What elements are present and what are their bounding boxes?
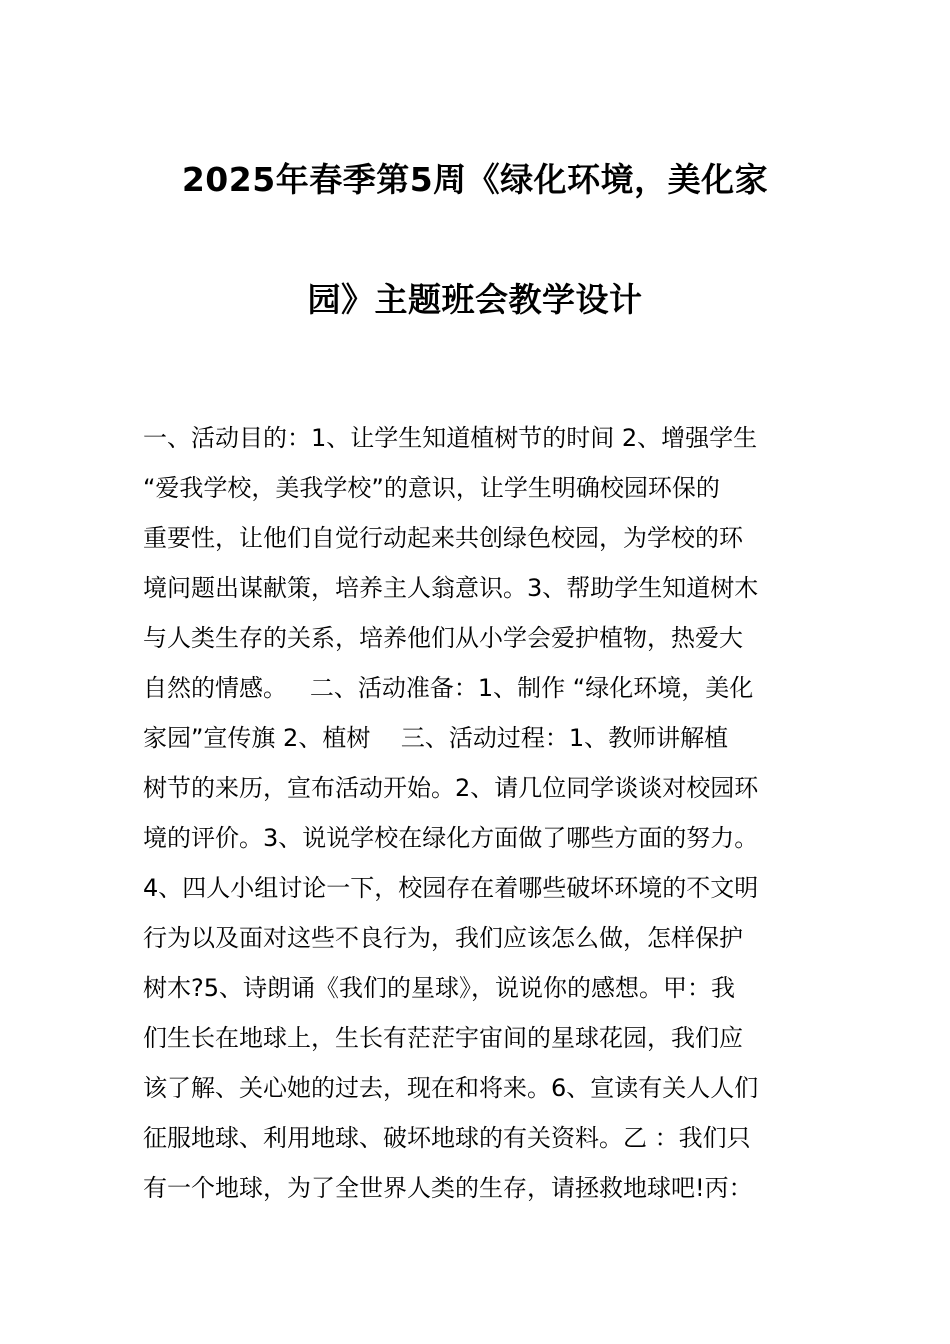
body-line: 有一个地球，为了全世界人类的生存，请拯救地球吧!丙： — [143, 1174, 753, 1202]
body-line: 境问题出谋献策，培养主人翁意识。3、帮助学生知道树木 — [143, 574, 759, 602]
body-line: 家园”宣传旗 2、植树 三、活动过程：1、教师讲解植 — [143, 724, 729, 752]
body-line: 与人类生存的关系，培养他们从小学会爱护植物，热爱大 — [143, 624, 743, 652]
body-line: 自然的情感。 二、活动准备：1、制作 “绿化环境，美化 — [143, 674, 754, 702]
body-line: 行为以及面对这些不良行为，我们应该怎么做，怎样保护 — [143, 924, 743, 952]
body-line: 一、活动目的：1、让学生知道植树节的时间 2、增强学生 — [143, 424, 758, 452]
body-line: “爱我学校，美我学校”的意识，让学生明确校园环保的 — [143, 474, 720, 502]
body-line: 树节的来历，宣布活动开始。2、请几位同学谈谈对校园环 — [143, 774, 759, 802]
document-body — [143, 418, 833, 1218]
body-line: 境的评价。3、说说学校在绿化方面做了哪些方面的努力。 — [143, 824, 759, 852]
document-title-line-2: 园》主题班会教学设计 — [307, 280, 643, 319]
body-line: 该了解、关心她的过去，现在和将来。6、宣读有关人人们 — [143, 1074, 759, 1102]
body-line: 重要性，让他们自觉行动起来共创绿色校园，为学校的环 — [143, 524, 743, 552]
document-title-line-1: 2025年春季第5周《绿化环境，美化家 — [181, 160, 769, 199]
body-line: 们生长在地球上，生长有茫茫宇宙间的星球花园，我们应 — [143, 1024, 743, 1052]
body-line: 树木?5、诗朗诵《我们的星球》，说说你的感想。甲：我 — [143, 974, 736, 1002]
body-line: 4、四人小组讨论一下，校园存在着哪些破坏环境的不文明 — [143, 874, 759, 902]
body-line: 征服地球、利用地球、破坏地球的有关资料。乙 ：我们只 — [143, 1124, 751, 1152]
